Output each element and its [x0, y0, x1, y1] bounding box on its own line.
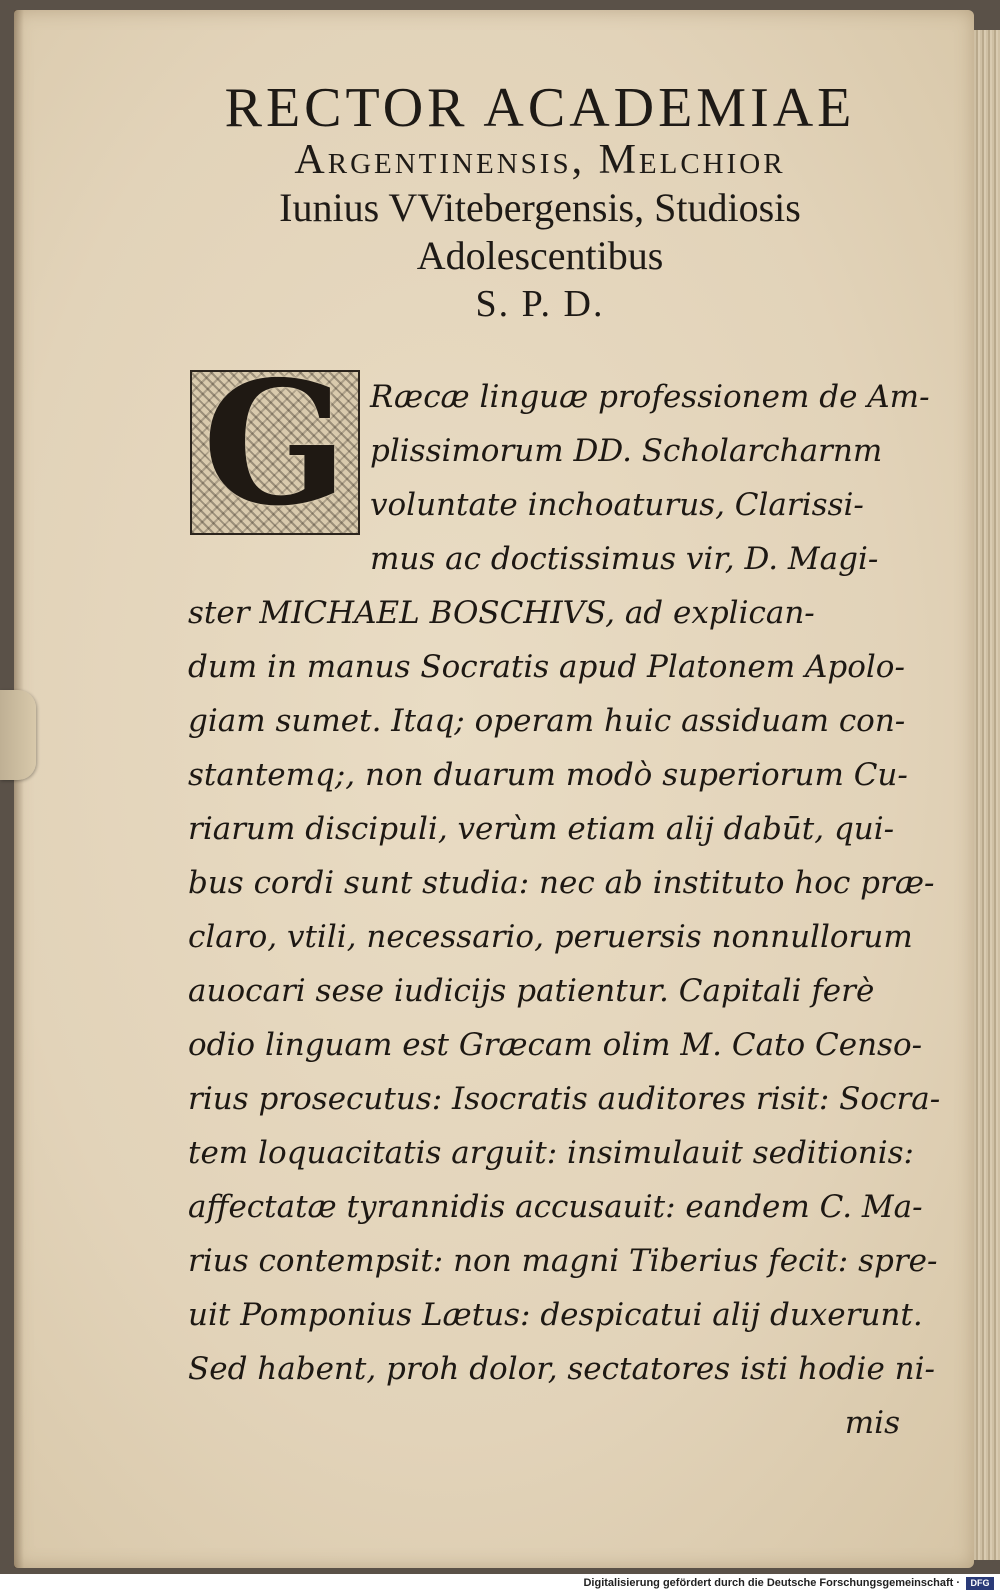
heading-line-4: Adolescentibus: [416, 233, 664, 278]
text-line: giam sumet. Itaq; operam huic assiduam con-: [188, 703, 906, 739]
body-text: [188, 370, 941, 1450]
text-line: tem loquacitatis arguit: insimulauit seditionis:: [188, 1135, 914, 1171]
page-edges: [974, 30, 1000, 1560]
text-line: Ræcæ linguæ professionem de Am-: [370, 379, 930, 415]
heading-line-2: Argentinensis, Melchior: [294, 137, 786, 183]
funding-notice: Digitalisierung gefördert durch die Deutsche Forschungsgemeinschaft ·: [583, 1577, 960, 1589]
text-line: mus ac doctissimus vir, D. Magi-: [370, 541, 879, 577]
text-line: Sed habent, proh dolor, sectatores isti hodie ni-: [188, 1351, 935, 1387]
binding-clasp: [0, 690, 36, 780]
text-line: riarum discipuli, verùm etiam alij dabūt, qui-: [188, 811, 895, 847]
text-line: rius contempsit: non magni Tiberius fecit: spre-: [188, 1243, 938, 1279]
heading-line-1: RECTOR ACADEMIAE: [224, 77, 856, 139]
text-line: stantemq;, non duarum modò superiorum Cu-: [188, 757, 908, 793]
catchword: mis: [844, 1405, 900, 1441]
text-line: affectatæ tyrannidis accusauit: eandem C. Ma-: [188, 1189, 923, 1225]
text-line: rius prosecutus: Isocratis auditores risit: Socra-: [188, 1081, 941, 1117]
footer-bar: [0, 1576, 1000, 1593]
gutter-shadow: [14, 10, 24, 1568]
text-line: bus cordi sunt studia: nec ab instituto hoc præ-: [188, 865, 935, 901]
initial-letter: G: [202, 344, 348, 544]
text-line: ster MICHAEL BOSCHIVS, ad explican-: [188, 595, 815, 631]
text-line: odio linguam est Græcam olim M. Cato Censo-: [188, 1027, 923, 1063]
text-line: plissimorum DD. Scholarcharnm: [370, 433, 883, 469]
text-line: voluntate inchoaturus, Clarissi-: [370, 487, 864, 523]
heading-block: [150, 78, 930, 328]
text-line: claro, vtili, necessario, peruersis nonnullorum: [188, 919, 913, 955]
dfg-logo: DFG: [966, 1577, 994, 1590]
heading-line-5: S. P. D.: [475, 283, 605, 325]
heading-line-3: Iunius VVitebergensis, Studiosis: [279, 185, 801, 230]
text-line: auocari sese iudicijs patientur. Capitali ferè: [188, 973, 875, 1009]
text-line: uit Pomponius Lætus: despicatui alij duxerunt.: [188, 1297, 923, 1333]
text-line: dum in manus Socratis apud Platonem Apolo-: [188, 649, 905, 685]
